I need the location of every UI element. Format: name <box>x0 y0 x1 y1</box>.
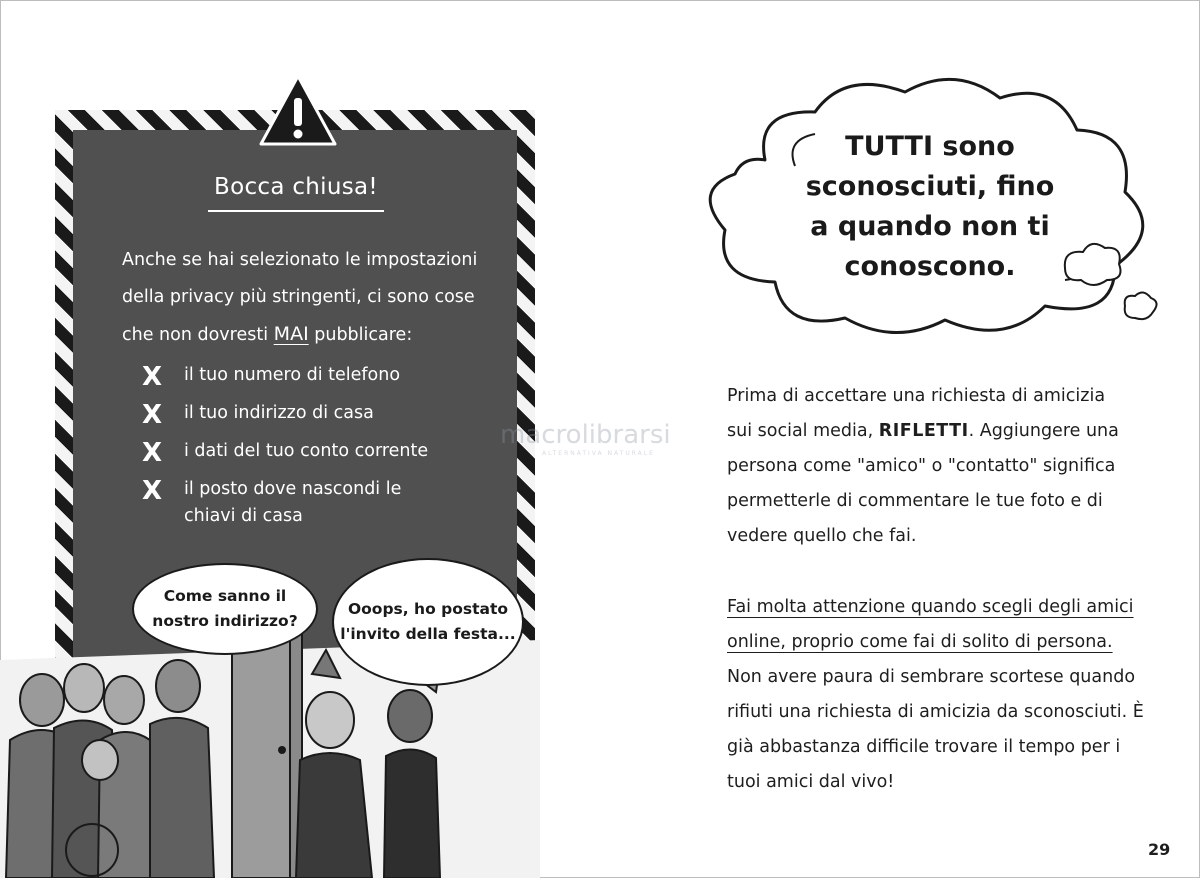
cross-icon: X <box>142 476 163 506</box>
cross-icon: X <box>142 438 163 468</box>
speech-bubble-right: Ooops, ho postato l'invito della festa... <box>332 558 524 686</box>
intro-emphasis: MAI <box>273 323 309 345</box>
cloud-quote: TUTTI sono sconosciuti, fino a quando non ti conoscono. <box>805 131 1055 282</box>
bullet-list <box>142 362 482 541</box>
watermark-logo: macrolibrarsi <box>500 420 671 450</box>
intro-text-end: pubblicare: <box>314 325 413 345</box>
list-item-text: il tuo numero di telefono <box>184 365 401 385</box>
list-item <box>142 400 482 430</box>
cross-icon: X <box>142 362 163 392</box>
list-item <box>142 476 404 530</box>
page-number: 29 <box>1148 840 1171 859</box>
paragraph-text: Prima di accettare una richiesta di amicizia sui social media, <box>727 386 1106 441</box>
list-item <box>142 362 482 392</box>
panel-intro <box>122 242 492 354</box>
list-item <box>142 438 482 468</box>
paragraph-text: Non avere paura di sembrare scortese quando rifiuti una richiesta di amicizia da sconosciuti. È già abbastanza difficile trovare il tempo per i tuoi amici dal vivo! <box>727 667 1144 792</box>
paragraph-text: . Aggiungere una persona come "amico" o "contatto" significa permetterle di commentare le tue foto e di vedere quello che fai. <box>727 421 1119 546</box>
intro-text: Anche se hai selezionato le impostazioni della privacy più stringenti, ci sono cose che non dovresti <box>122 250 478 345</box>
emphasis-word: RIFLETTI <box>878 421 969 441</box>
panel-title: Bocca chiusa! <box>214 174 378 200</box>
list-item-text: il tuo indirizzo di casa <box>184 403 374 423</box>
speech-bubble-left: Come sanno il nostro indirizzo? <box>132 563 318 655</box>
list-item-text: i dati del tuo conto corrente <box>184 441 429 461</box>
list-item-text: il posto dove nascondi le chiavi di casa <box>184 479 402 526</box>
warning-triangle-icon <box>258 72 338 152</box>
title-underline <box>208 210 384 212</box>
paragraph-friend-requests <box>727 379 1127 554</box>
paragraph-advice <box>727 590 1147 800</box>
watermark-tagline: ALTERNATIVA NATURALE <box>542 450 655 457</box>
underlined-advice: Fai molta attenzione quando scegli degli amici online, proprio come fai di solito di persona. <box>727 597 1134 652</box>
cross-icon: X <box>142 400 163 430</box>
